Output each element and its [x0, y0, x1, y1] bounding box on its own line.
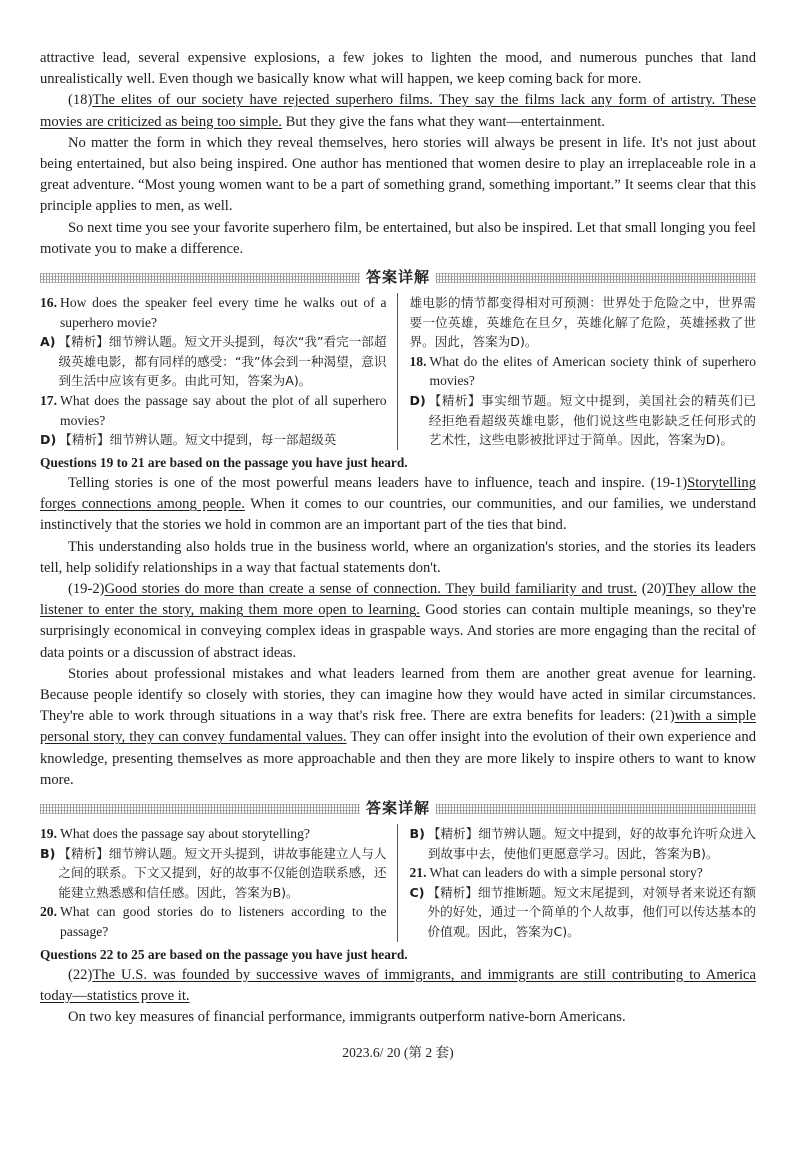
page	[40, 48, 756, 1064]
answer-column-right	[398, 824, 757, 942]
hatch-left	[40, 273, 360, 283]
paragraph-4: So next time you see your favorite superhero film, be entertained, but also be inspired. Let that small longing you feel motivate you to make a difference.	[40, 219, 756, 257]
marker-21: (21)	[650, 708, 675, 725]
paragraph-18: (18)The elites of our society have rejected superhero films. They say the films lack any form of artistry. These movies are criticized as being too simple. But they give the fans what they want—entertainment.	[40, 92, 756, 130]
page-footer: 2023.6/ 20 (第 2 套)	[342, 1045, 454, 1061]
question-18: 18. What do the elites of American society think of superhero movies?	[409, 353, 756, 389]
paragraph-business: This understanding also holds true in the business world, where an organization's stories, and the stories its leaders tell, help solidify relationships in a way that factual statements don't.	[40, 538, 756, 576]
section-heading-19-21: Questions 19 to 21 are based on the passage you have just heard.	[40, 454, 408, 470]
key-sentence-20: They allow the listener to enter the story, making them more open to learning.	[40, 581, 756, 619]
marker-19-1: (19-1)	[650, 474, 688, 491]
hatch-left	[40, 804, 360, 814]
paragraph-19-2: (19-2)Good stories do more than create a sense of connection. They build familiarity and trust. (20)They allow the listener to enter the story, making them more open to learning. Good stories can contain multiple meanings, so they're surprisingly economical in conveying complex ideas in graspable ways. And stories are more engaging than the recital of data points or a discussion of abstract ideas.	[40, 581, 757, 661]
paragraph-19-1: Telling stories is one of the most powerful means leaders have to influence, teach and inspire. (19-1)Storytelling forges connections among people. When it comes to our countries, our communities, and our families, we understand instinctively that the stories we hold in common are an important part of the ties that bind.	[40, 474, 757, 534]
key-sentence-18b: They say the films lack any form of artistry. These movies are criticized as being too simple.	[40, 92, 756, 130]
section-heading-22-25: Questions 22 to 25 are based on the passage you have just heard.	[40, 946, 408, 962]
hatch-right	[436, 273, 756, 283]
answer-17-continued: 雄电影的情节都变得相对可预测：世界处于危险之中，世界需要一位英雄，英雄危在旦夕，英雄化解了危险，英雄拯救了世界。因此，答案为D)。	[409, 295, 756, 350]
paragraph-22	[40, 965, 756, 1007]
hatch-right	[436, 804, 756, 814]
answer-20: B) 【精析】细节辨认题。短文中提到，好的故事允许听众进入到故事中去，使他们更愿意学习。因此，答案为B)。	[409, 826, 756, 861]
question-16: 16. How does the speaker feel every time he walks out of a superhero movie?	[40, 295, 387, 330]
answer-banner-2	[40, 798, 756, 820]
marker-22: (22)	[68, 966, 93, 983]
answer-18: D) 【精析】事实细节题。短文中提到，美国社会的精英们已经拒绝看超级英雄电影，他们说这些电影缺乏任何形式的艺术性，这些电影被批评过于简单。因此，答案为D)。	[409, 393, 756, 448]
marker-18: (18)	[68, 92, 93, 109]
answer-columns-2	[40, 824, 756, 942]
question-21: 21. What can leaders do with a simple personal story?	[409, 865, 703, 881]
answer-19: B) 【精析】细节辨认题。短文开头提到，讲故事能建立人与人之间的联系。下文又提到，好的故事不仅能创造联系感，还能建立熟悉感和信任感。因此，答案为B)。	[40, 845, 387, 900]
banner-title: 答案详解	[366, 799, 431, 818]
question-19: 19. What does the passage say about storytelling?	[40, 826, 310, 842]
paragraph-1: attractive lead, several expensive explosions, a few jokes to lighten the mood, and numerous punches that land unrealistically well. Even though we basically know what will happen, we keep coming back for more.	[40, 50, 756, 88]
answer-17: D) 【精析】细节辨认题。短文中提到，每一部超级英	[40, 432, 337, 448]
answer-21: C) 【精析】细节推断题。短文末尾提到，对领导者来说还有额外的好处，通过一个简单的个人故事，他们可以传达基本的价值观。因此，答案为C)。	[409, 884, 756, 939]
answer-16: A) 【精析】细节辨认题。短文开头提到，每次“我”看完一部超级英雄电影，都有同样的感受：“我”体会到一种渴望，意识到生活中应该有更多。由此可知，答案为A)。	[40, 334, 387, 389]
answer-banner-1	[40, 267, 756, 289]
banner-title: 答案详解	[366, 268, 431, 287]
marker-20: (20)	[636, 581, 667, 597]
answer-columns-1	[40, 293, 756, 450]
paragraph-3: No matter the form in which they reveal themselves, hero stories will always be present in life. It's not just about being entertained, but also being inspired. One author has mentioned that women desire to play an irreplaceable role in a great adventure. “Most young women want to be a part of something grand, something important.” It seems clear that this principle applies to men, as well.	[40, 134, 756, 215]
paragraph-21: Stories about professional mistakes and what leaders learned from them are another great avenue for learning. Because people identify so closely with stories, they can imagine how they would have acted in similar circumstances. They're able to work through situations in a way that's risk free. There are extra benefits for leaders: (21)with a simple personal story, they can convey fundamental values. They can offer insight into the evolution of their own experience and knowledge, presenting themselves as more approachable and then they are more likely to inspire others to want to know more.	[40, 665, 756, 788]
marker-19-2: (19-2)	[68, 581, 105, 597]
key-sentence-22: The U.S. was founded by successive waves of immigrants, and immigrants are still contributing to America today—statistics prove it.	[40, 966, 756, 1004]
key-sentence-21: with a simple personal story, they can convey fundamental values.	[40, 708, 756, 746]
key-sentence-19-1: Storytelling forges connections among people.	[40, 474, 756, 513]
question-17: 17. What does the passage say about the plot of all superhero movies?	[40, 393, 387, 428]
question-20: 20. What can good stories do to listeners according to the passage?	[40, 904, 387, 939]
paragraph-financial: On two key measures of financial performance, immigrants outperform native-born Americans.	[68, 1009, 626, 1026]
answer-column-right	[398, 293, 757, 450]
key-sentence-19-2: Good stories do more than create a sense of connection. They build familiarity and trust.	[104, 581, 637, 597]
answer-column-left	[40, 824, 398, 942]
key-sentence-18a: The elites of our society have rejected superhero films.	[92, 92, 433, 109]
answer-column-left	[40, 293, 398, 450]
